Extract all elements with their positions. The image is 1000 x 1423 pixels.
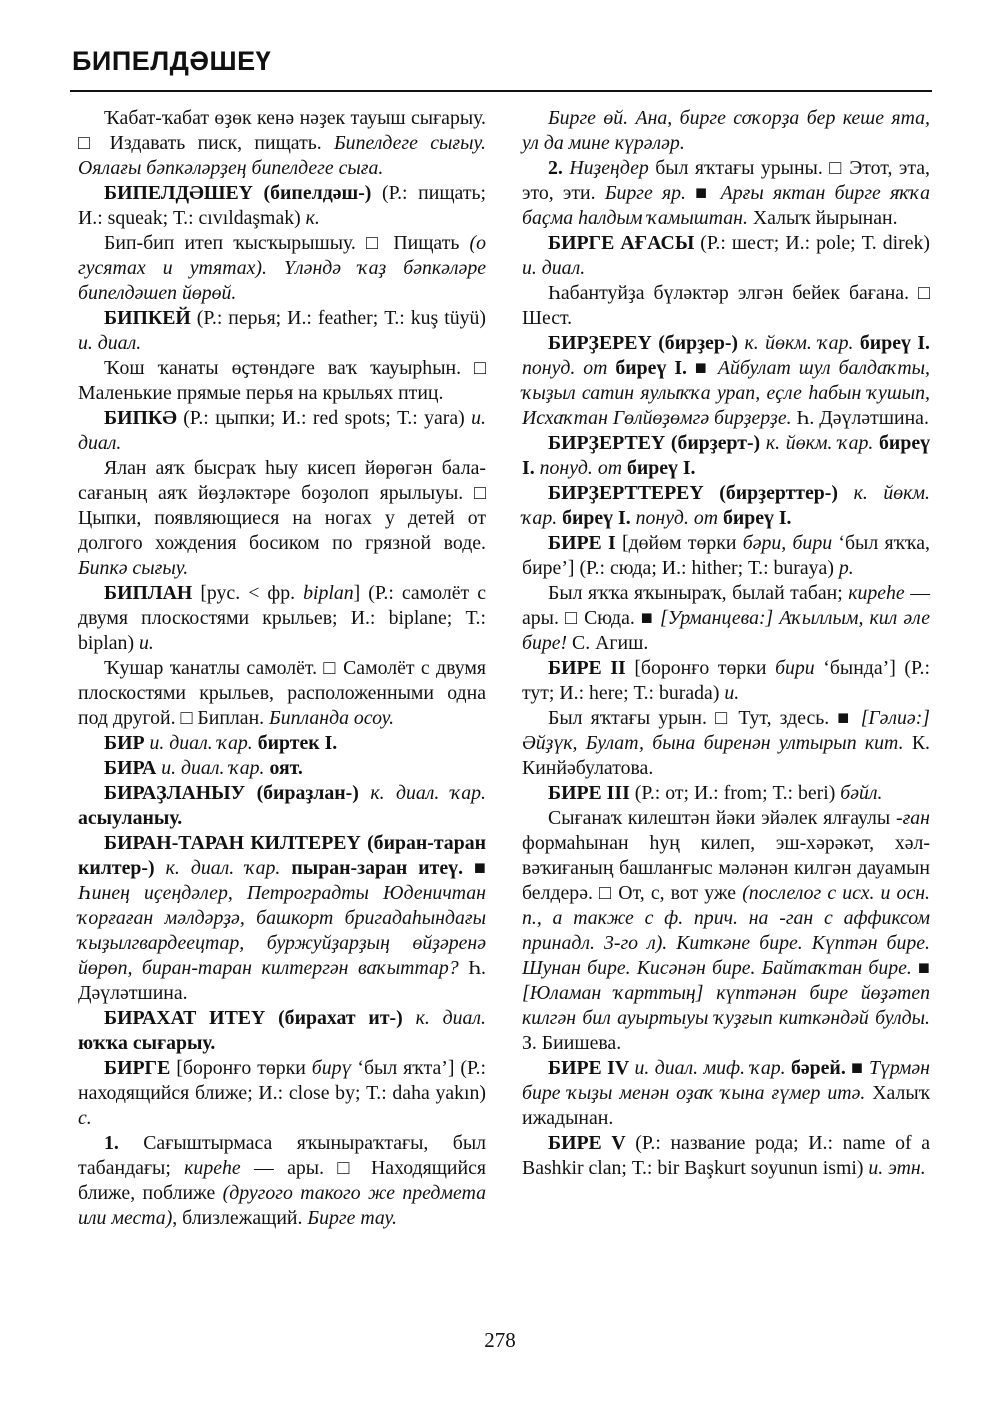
headword: биреү I.	[859, 332, 930, 354]
italic-text: Ниҙеңдер	[569, 157, 649, 179]
italic-text: и. этн.	[868, 1157, 926, 1179]
italic-text: и.	[724, 682, 740, 704]
entry-paragraph	[78, 831, 486, 1006]
entry-text: Ҡабат-ҡабат өҙөк кенә нәҙек тауыш сығарыу. □ Издавать писк, пищать.	[78, 107, 486, 154]
entry-text: [дөйөм төрки	[615, 532, 743, 554]
entry-paragraph	[522, 281, 930, 331]
entry-text: З. Биишева.	[522, 1032, 622, 1054]
headword: биреү I.	[626, 457, 696, 479]
italic-text: бири	[775, 657, 815, 679]
headword: БИРАН-ТАРАН КИЛТЕРЕҮ (биран-таран килтер-)	[78, 832, 486, 879]
headword: пыран-заран итеү.	[291, 857, 464, 879]
headword: БИРҘЕРЕҮ (бирҙер-)	[548, 332, 739, 354]
headword: БИПЕЛДӘШЕҮ (бипелдәш-)	[104, 182, 372, 204]
entry-paragraph	[78, 656, 486, 731]
entry-text: (Р.: название рода; И.: name of a Bashkir clan; Т.: bir Başkurt soyunun ismi)	[522, 1132, 930, 1179]
entry-paragraph	[78, 356, 486, 406]
italic-text: к. йөкм. ҡар.	[760, 432, 880, 454]
headword: БИРГЕ АҒАСЫ	[548, 232, 695, 254]
entry-paragraph	[78, 231, 486, 306]
headword: БИРГЕ	[104, 1057, 171, 1079]
entry-text: ■	[463, 857, 486, 879]
headword: 2.	[548, 157, 563, 179]
italic-text: Бипланда осоу.	[269, 707, 395, 729]
entry-text: ‘был яҡта’] (Р.: находящийся ближе; И.: close by; Т.: daha yakın)	[78, 1057, 486, 1104]
entry-text: ■	[686, 357, 718, 379]
entry-text: (Р.: перья; И.: feather; Т.: kuş tüyü)	[190, 307, 486, 329]
running-head: БИПЕЛДӘШЕҮ	[72, 46, 272, 76]
entry-text: Ҡушар ҡанатлы самолёт. □ Самолёт с двумя плоскостями крыльев, расположенными одна под другой. □ Биплан.	[78, 657, 486, 729]
italic-text: Бирге өй. Ана, бирге соҡорҙа бер кеше ята, ул да мине күрәләр.	[522, 107, 930, 154]
entry-paragraph	[522, 1056, 930, 1131]
italic-text: (послелог с исх. и осн. п., а также с ф. прич. на -ган с аффиксом принадл. 3-го л). Киткәне бире. Күптән бире. Шунан бире. Кисәнән бире. Байтаҡтан бире.	[522, 882, 930, 979]
entry-paragraph	[78, 581, 486, 656]
italic-text: к.	[305, 207, 320, 229]
headword: БИР	[104, 732, 145, 754]
right-column	[522, 106, 930, 1181]
entry-paragraph	[78, 106, 486, 181]
entry-paragraph	[78, 306, 486, 356]
entry-text: (Р.: шест; И.: pole; Т. direk)	[694, 232, 930, 254]
headword: БИРЕ I	[548, 532, 616, 554]
page-number: 278	[484, 1328, 516, 1352]
entry-text: Һ. Дәүләтшина.	[791, 407, 929, 429]
entry-paragraph	[78, 181, 486, 231]
headword: БИПКӘ	[104, 407, 177, 429]
headword: бәрей.	[790, 1057, 846, 1079]
headword: биртек I.	[257, 732, 338, 754]
italic-text: понуд. от	[534, 457, 627, 479]
entry-paragraph	[78, 1056, 486, 1131]
italic-text: Арғы яктан бирге яҡҡа баҫма һалдым ҡамыштан.	[522, 182, 930, 229]
headword: биреү I.	[562, 507, 631, 529]
entry-paragraph	[522, 781, 930, 806]
entry-paragraph	[78, 1131, 486, 1231]
entry-paragraph	[522, 481, 930, 531]
entry-text: (Р.: от; И.: from; Т.: beri)	[629, 782, 841, 804]
headword: БИРЕ III	[548, 782, 630, 804]
headword: БИПЛАН	[104, 582, 193, 604]
italic-text: бәйл.	[840, 782, 883, 804]
entry-paragraph	[522, 531, 930, 581]
italic-text: [Юламан ҡарттың] күптәнән бире йөҙәтеп килгән бил ауыртыуы ҡуҙғып киткәндәй булды.	[522, 982, 930, 1029]
italic-text: с.	[78, 1107, 92, 1129]
italic-text: Бирге яр.	[604, 182, 687, 204]
headword: БИРЕ IV	[548, 1057, 630, 1079]
entry-text: [рус. < фр.	[192, 582, 304, 604]
entry-paragraph	[78, 1006, 486, 1056]
entry-paragraph	[78, 781, 486, 831]
italic-text: понуд. от	[630, 507, 723, 529]
italic-text: киреһе	[184, 1157, 241, 1179]
entry-text: ] (Р.: самолёт с двумя плоскостями крыльев; И.: biplane; Т.: biplan)	[78, 582, 486, 654]
headword: биреү I.	[722, 507, 792, 529]
italic-text: и. диал. миф. ҡар.	[629, 1057, 791, 1079]
italic-text: (другого такого же предмета или места)	[78, 1182, 486, 1229]
headword: БИРЕ V	[548, 1132, 626, 1154]
entry-text: ■	[686, 182, 721, 204]
italic-text: Түрмән бире ҡыҙы менән оҙаҡ ҡына ғүмер итә.	[522, 1057, 930, 1104]
italic-text: к. диал. ҡар.	[154, 857, 292, 879]
italic-text: к. йөкм. ҡар.	[522, 482, 930, 529]
entry-paragraph	[522, 1131, 930, 1181]
entry-text: (Р.: цыпки; И.: red spots; Т.: yara)	[176, 407, 472, 429]
headword: БИРАҘЛАНЫУ (бираҙлан-)	[104, 782, 359, 804]
entry-text: Һ. Дәүләтшина.	[78, 957, 486, 1004]
entry-paragraph	[78, 731, 486, 756]
entry-text: формаһынан һуң килеп, эш-хәрәкәт, хәл-вәҡиғаның башланғыс мәләнән килгән дауамын белдерә. □ От, с, вот уже	[522, 832, 930, 904]
italic-text: -ған	[895, 807, 930, 829]
entry-text: [боронғо төрки	[170, 1057, 312, 1079]
entry-paragraph	[522, 106, 930, 156]
italic-text: к. диал.	[402, 1007, 486, 1029]
italic-text: Бирге тау.	[307, 1207, 397, 1229]
entry-text: — ары. □ Сюда. ■	[522, 582, 930, 629]
entry-paragraph	[522, 581, 930, 656]
entry-text: Һабантуйҙа бүләктәр элгән бейек бағана. □ Шест.	[522, 282, 930, 329]
headword: биреү I.	[522, 432, 930, 479]
entry-paragraph	[78, 406, 486, 456]
entry-paragraph	[522, 806, 930, 1056]
italic-text: [Гәлиә:] Әйҙүк, Булат, бына биренән ултырып кит.	[522, 707, 930, 754]
headword: БИРАХАТ ИТЕҮ (бирахат ит-)	[104, 1007, 403, 1029]
left-column	[78, 106, 486, 1231]
entry-text: ‘бында’] (Р.: тут; И.: here; Т.: burada)	[522, 657, 930, 704]
entry-text: Ялан аяҡ бысраҡ һыу кисеп йөрөгән бала-сағаның аяҡ йөҙләктәре боҙолоп ярылыуы. □ Цыпки, появляющиеся на ногах у детей от долгого хождения босиком по грязной воде.	[78, 457, 486, 554]
header-rule	[70, 90, 932, 92]
entry-text: был яҡтағы урыны. □ Этот, эта, это, эти.	[522, 157, 930, 204]
italic-text: к. диал. ҡар.	[358, 782, 486, 804]
entry-text: Бип-бип итеп ҡысҡырышыу. □ Пищать	[104, 232, 470, 254]
entry-text: Сағыштырмаса яҡынырaҡтағы, был табандағы;	[78, 1132, 486, 1179]
headword: БИРҘЕРТЕҮ (бирҙерт-)	[548, 432, 761, 454]
entry-text: — ары. □ Находящийся ближе, поближе	[78, 1157, 486, 1204]
italic-text: и. диал. ҡар.	[156, 757, 270, 779]
headword: асыуланыу.	[78, 807, 183, 829]
entry-paragraph	[78, 456, 486, 581]
headword: БИРЕ II	[548, 657, 626, 679]
entry-text: [боронғо төрки	[625, 657, 776, 679]
headword: оят.	[269, 757, 303, 779]
italic-text: к. йөкм. ҡар.	[738, 332, 860, 354]
italic-text: и. диал.	[78, 332, 142, 354]
entry-text: Был яҡҡа яҡынырaҡ, былай табан;	[548, 582, 849, 604]
entry-text: Халыҡ йырынан.	[747, 207, 898, 229]
entry-paragraph	[522, 156, 930, 231]
entry-paragraph	[522, 331, 930, 431]
headword: биреү I.	[615, 357, 687, 379]
entry-text: (Р.: пищать; И.: squeak; Т.: cıvıldaşmak)	[78, 182, 486, 229]
entry-text: Сығанаҡ килештән йәки эйәлек ялғаулы	[548, 807, 896, 829]
entry-text: Халыҡ ижадынан.	[522, 1082, 930, 1129]
italic-text: бәри, бири	[742, 532, 833, 554]
entry-text: ‘был яҡҡа, бире’] (Р.: сюда; И.: hither; Т.: buraya)	[522, 532, 930, 579]
entry-text: С. Агиш.	[567, 632, 649, 654]
entry-text: Ҡош ҡанаты өҫтөндәге ваҡ ҡауырһын. □ Маленькие прямые перья на крыльях птиц.	[78, 357, 486, 404]
headword: юҡҡа сығарыу.	[78, 1032, 216, 1054]
italic-text: Айбулат шул балдаҡты, ҡыҙыл сатин яулыҡҡа урап, еҫле һабын ҡушып, Исхаҡтан Гөлйөҙөмгә бирҙерҙе.	[522, 357, 930, 429]
italic-text: понуд. от	[522, 357, 616, 379]
entry-text: ■	[845, 1057, 869, 1079]
entry-paragraph	[522, 231, 930, 281]
entry-text: , близлежащий.	[172, 1207, 308, 1229]
italic-text: бирү	[311, 1057, 352, 1079]
italic-text: и. диал.	[522, 257, 586, 279]
headword: БИПКЕЙ	[104, 307, 191, 329]
italic-text: и. диал. ҡар.	[144, 732, 258, 754]
entry-paragraph	[522, 706, 930, 781]
entry-paragraph	[522, 656, 930, 706]
headword: БИРА	[104, 757, 157, 779]
entry-text: Был яҡтағы урын. □ Тут, здесь. ■	[548, 707, 861, 729]
italic-text: и.	[138, 632, 154, 654]
entry-paragraph	[78, 756, 486, 781]
italic-text: Бипкә сығыу.	[78, 557, 189, 579]
entry-paragraph	[522, 431, 930, 481]
italic-text: и. диал.	[78, 407, 486, 454]
italic-text: Бипелдеге сығыу. Оялағы бәпкәләрҙең бипелдеге сыға.	[78, 132, 486, 179]
italic-text: (о гусятах и утятах). Үләндә ҡаҙ бәпкәләре бипелдәшеп йөрөй.	[78, 232, 486, 304]
italic-text: [Урманцева:] Аҡыллым, кил әле бире!	[522, 607, 930, 654]
headword: 1.	[104, 1132, 119, 1154]
italic-text: р.	[838, 557, 854, 579]
italic-text: киреһе	[848, 582, 905, 604]
entry-text: ■	[911, 957, 930, 979]
entry-text: К. Кинйәбулатова.	[522, 732, 930, 779]
italic-text: Һинең иҫеңдәлер, Петроградты Юденичтан ҡорғаған мәлдәрҙә, башкорт бригадаһындағы ҡыҙылгвардеецтар, буржуйҙарҙың өйҙәренә йөрөп, биран-таран килтергән ваҡыттар?	[78, 882, 486, 979]
headword: БИРҘЕРТТЕРЕҮ (бирҙерттер-)	[548, 482, 838, 504]
italic-text: biplan	[303, 582, 354, 604]
